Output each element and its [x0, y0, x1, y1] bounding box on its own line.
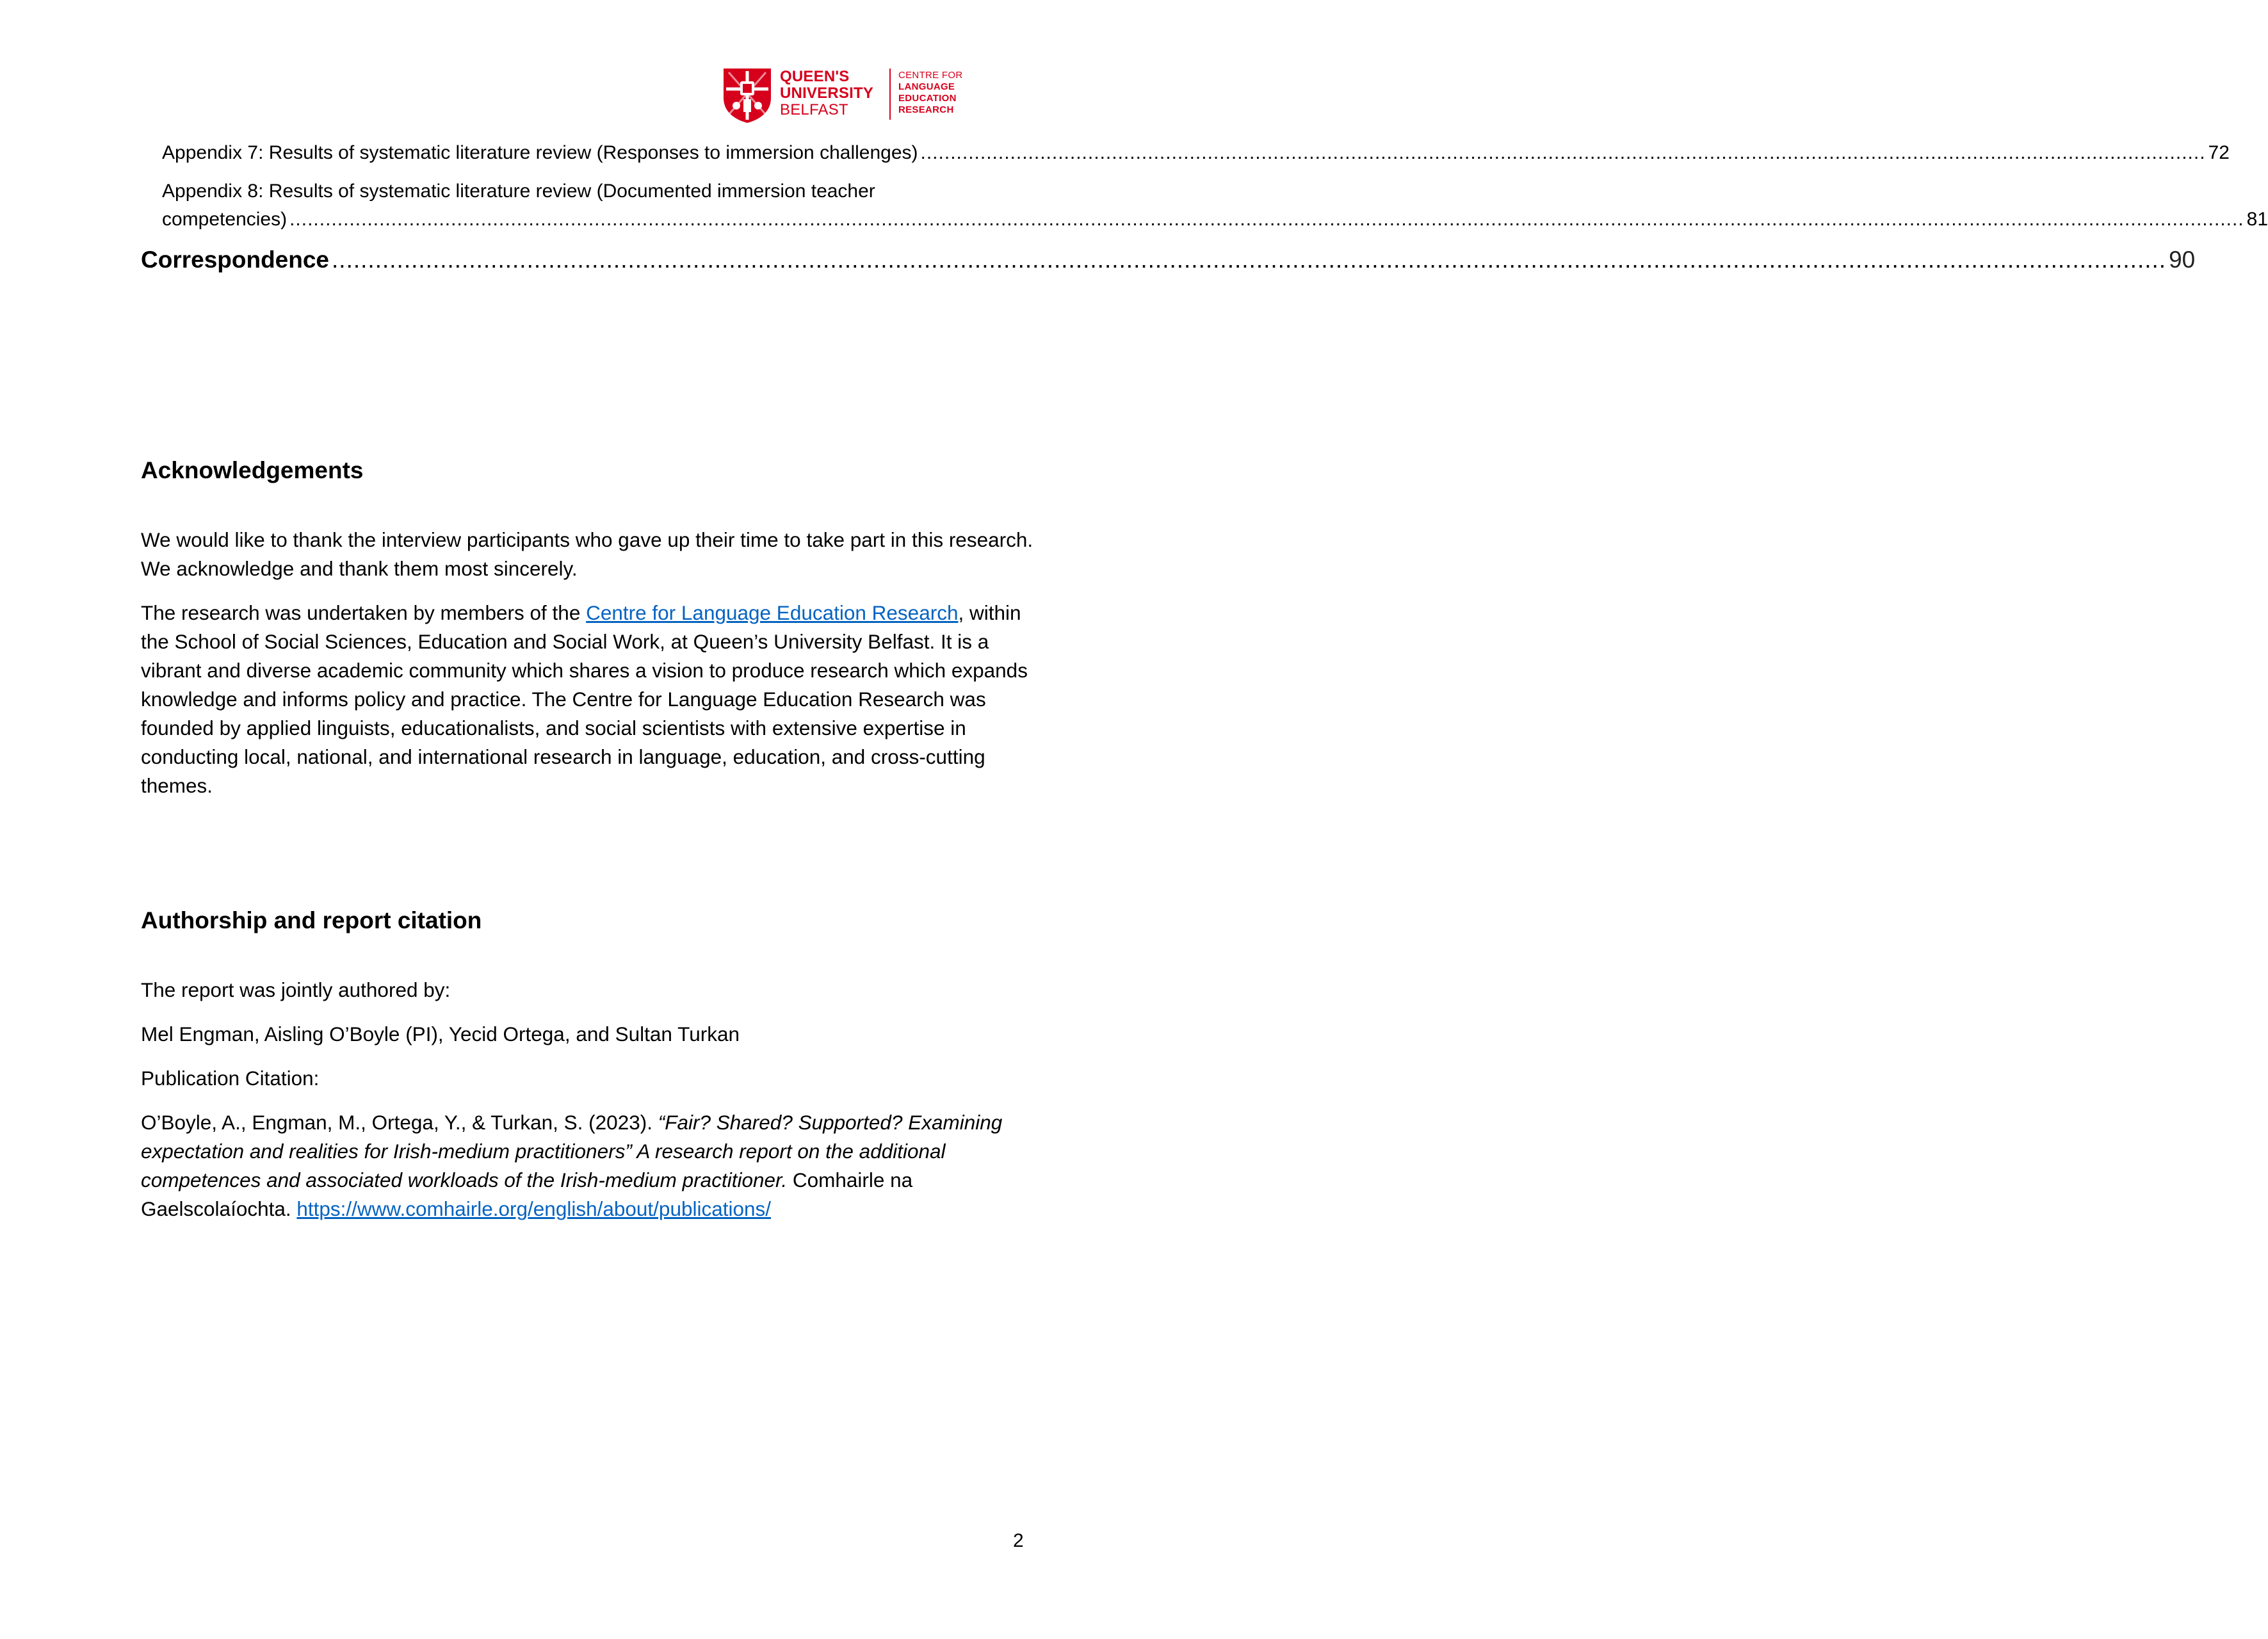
toc-dot-leader: .......................................................................................................................................................................................................................: [920, 142, 2206, 163]
toc-page-number: 90: [2169, 246, 2196, 273]
citation-url-link[interactable]: https://www.comhairle.org/english/about/publications/: [296, 1197, 772, 1220]
citation-text: [141, 1108, 1037, 1223]
citation-label: Publication Citation:: [141, 1067, 320, 1090]
toc-dot-leader: .......................................................................................................................................................................................................................................................................................................................................: [289, 209, 2244, 230]
paragraph-text: , within the School of Social Sciences, Education and Social Work, at Queen’s University Belfast. It is a vibrant and diverse academic community which shares a vision to produce research which expands knowledge and informs policy and practice. The Centre for Language Education Research was founded by applied linguists, educationalists, and social scientists with extensive expertise in conducting local, national, and international research in language, education, and cross-cutting themes.: [141, 601, 1028, 797]
toc-entry-title: competencies): [162, 209, 288, 230]
toc-page-number: 81: [2246, 209, 2268, 230]
toc-entry-appendix-8[interactable]: [162, 209, 2268, 230]
university-name: [780, 69, 902, 118]
toc-entry-title: Correspondence: [141, 246, 330, 273]
authorship-intro: The report was jointly authored by:: [141, 978, 451, 1001]
acknowledgements-paragraph-1: We would like to thank the interview participants who gave up their time to take part in this research. We acknowledge and thank them most sincerely.: [141, 528, 1033, 580]
toc-entry-correspondence[interactable]: [141, 246, 2196, 273]
page-number: 2: [1013, 1530, 1024, 1551]
centre-name: [898, 70, 969, 116]
acknowledgements-heading: Acknowledgements: [141, 457, 364, 483]
authorship-heading: Authorship and report citation: [141, 907, 482, 933]
authors-list: Mel Engman, Aisling O’Boyle (PI), Yecid Ortega, and Sultan Turkan: [141, 1022, 740, 1046]
queens-university-crest-icon: [722, 67, 772, 124]
centre-name-line: EDUCATION: [898, 93, 957, 104]
toc-page-number: 72: [2208, 142, 2230, 163]
university-name-line: QUEEN'S: [780, 68, 850, 85]
university-name-line: BELFAST: [780, 101, 848, 118]
logo-divider: [889, 69, 891, 120]
centre-name-line: CENTRE FOR: [898, 70, 963, 81]
toc-entry-appendix-7[interactable]: [162, 142, 2230, 164]
toc-entry-title: Appendix 7: Results of systematic literature review (Responses to immersion challenges): [162, 142, 918, 163]
centre-name-line: RESEARCH: [898, 104, 954, 115]
university-name-line: UNIVERSITY: [780, 85, 874, 102]
qub-cler-logo: [722, 66, 966, 125]
paragraph-text: The research was undertaken by members of the: [141, 601, 587, 624]
citation-title: “Fair? Shared? Supported? Examining expectation and realities for Irish-medium practitioners” A research report on the additional competences and associated workloads of the Irish-medium practitioner.: [141, 1111, 1003, 1191]
cler-link[interactable]: Centre for Language Education Research: [586, 601, 959, 624]
toc-entry-appendix-8-line1[interactable]: Appendix 8: Results of systematic literature review (Documented immersion teacher: [162, 181, 875, 202]
toc-dot-leader: ..............................................................................................................................................................................................................................................................: [332, 246, 2167, 273]
citation-publisher: Comhairle na Gaelscolaíochta.: [141, 1168, 913, 1220]
citation-authors: O’Boyle, A., Engman, M., Ortega, Y., & Turkan, S. (2023).: [141, 1111, 658, 1134]
acknowledgements-paragraph-2: [141, 599, 1037, 800]
centre-name-line: LANGUAGE: [898, 81, 955, 92]
